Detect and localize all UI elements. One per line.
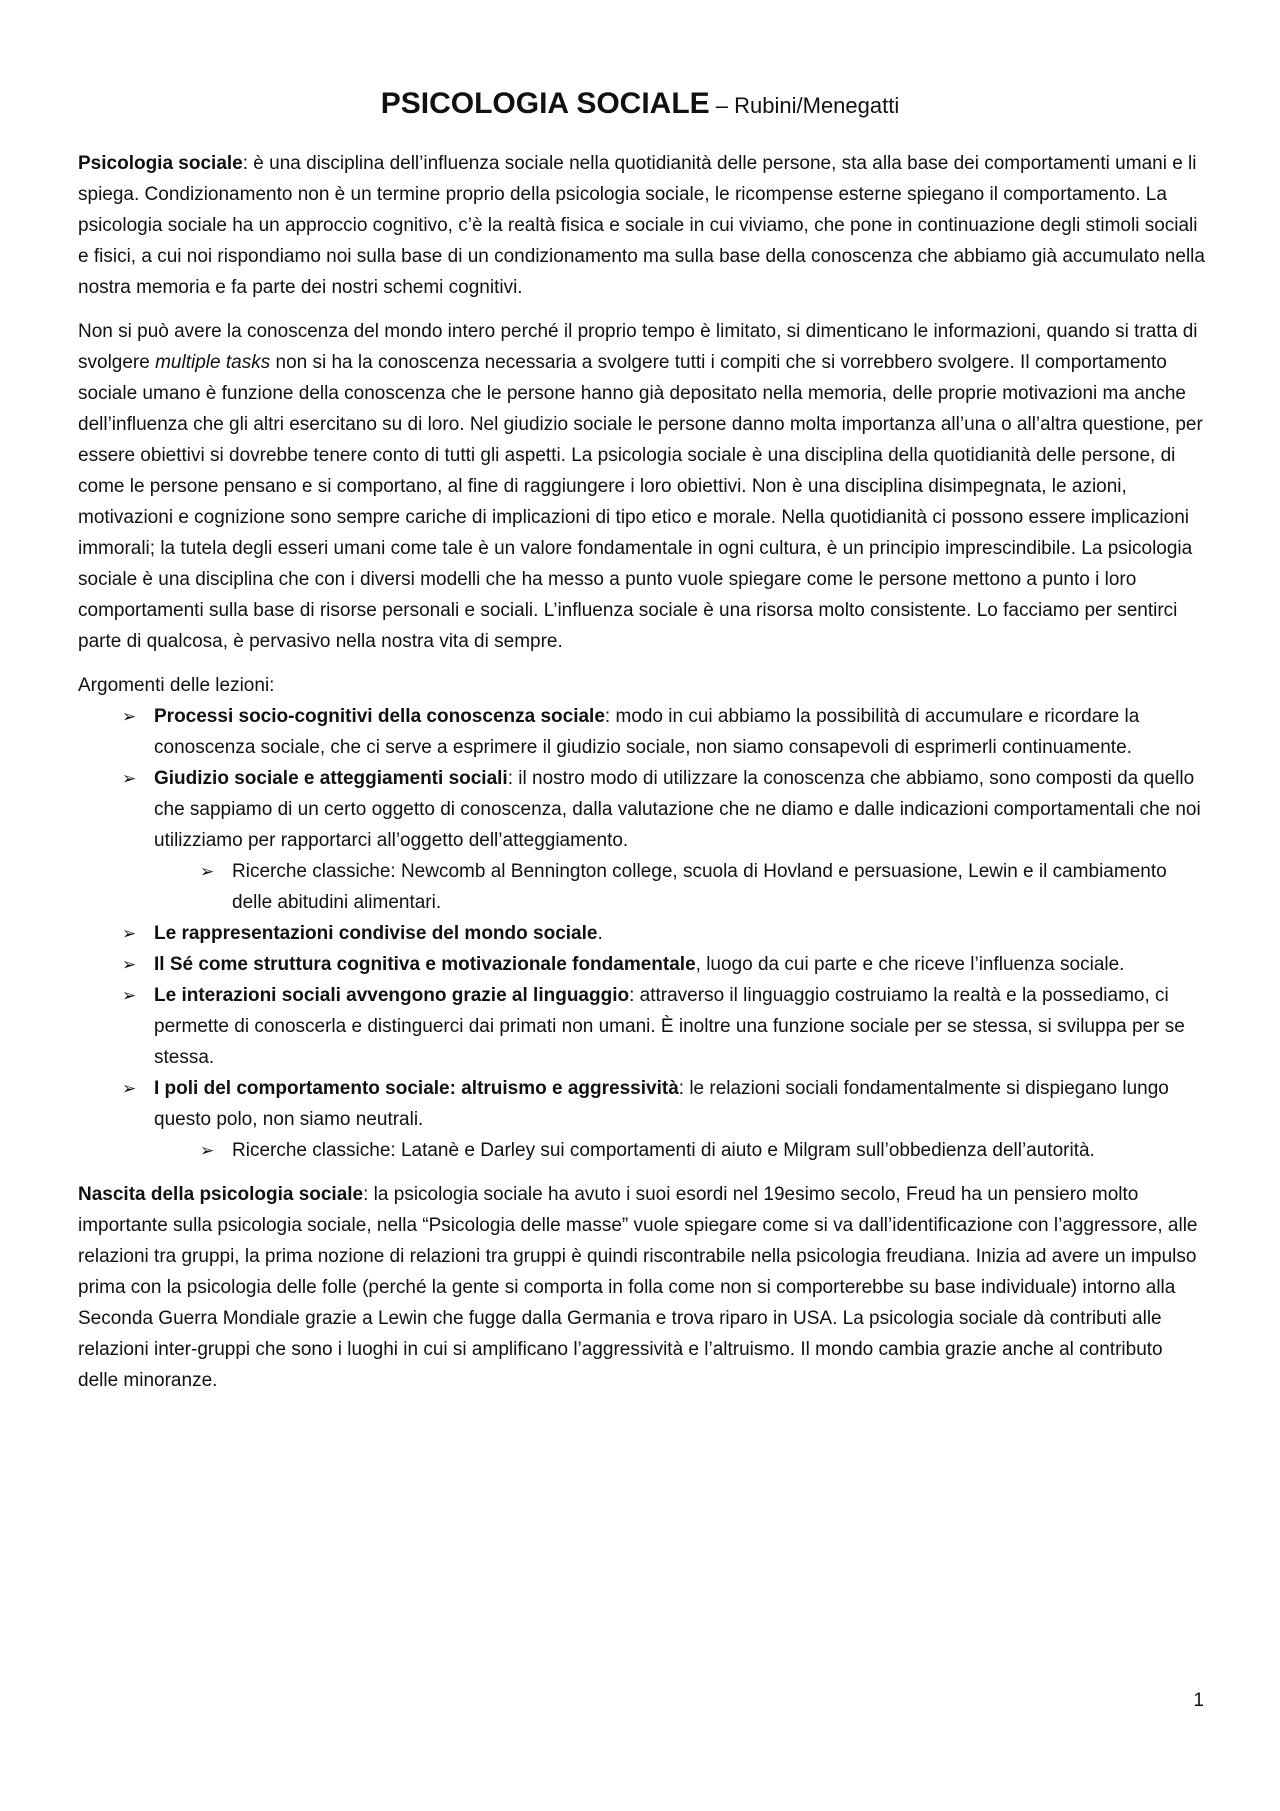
- arrow-bullet-icon: ➢: [122, 769, 137, 788]
- page-title: [0, 84, 1280, 126]
- list-item: [122, 701, 1208, 763]
- list-item: [122, 763, 1208, 918]
- paragraph-text: : è una disciplina dell’influenza sociale nella quotidianità delle persone, sta alla base dei comportamenti umani e li spiega. Condizionamento non è un termine proprio della psicologia sociale, le ricompense esterne spiegano il comportamento. La psicologia sociale ha un approccio cognitivo, c’è la realtà fisica e sociale in cui viviamo, che pone in continuazione degli stimoli sociali e fisici, a cui noi rispondiamo noi sulla base di un condizionamento ma sulla base della conoscenza che abbiamo già accumulato nella nostra memoria e fa parte dei nostri schemi cognitivi.: [78, 153, 1205, 298]
- list-item: [122, 1073, 1208, 1166]
- arrow-bullet-icon: ➢: [122, 986, 137, 1005]
- arrow-bullet-icon: ➢: [122, 707, 137, 726]
- item-title: Le interazioni sociali avvengono grazie al linguaggio: [154, 985, 630, 1006]
- item-text: : modo in cui abbiamo la possibilità di accumulare e ricordare la conoscenza sociale, che ci serve a esprimere il giudizio sociale, non siamo consapevoli di esprimerli continuamente.: [154, 706, 1140, 758]
- item-title: Giudizio sociale e atteggiamenti sociali: [154, 768, 508, 789]
- item-text: : il nostro modo di utilizzare la conoscenza che abbiamo, sono composti da quello che sappiamo di un certo oggetto di conoscenza, dalla valutazione che ne diamo e dalle indicazioni comportamentali che noi utilizziamo per rapportarci all’oggetto dell’atteggiamento.: [154, 768, 1201, 851]
- sub-list-item: [200, 1135, 1208, 1166]
- sub-item-text: Ricerche classiche: Latanè e Darley sui comportamenti di aiuto e Milgram sull’obbedienza dell’autorità.: [232, 1140, 1095, 1161]
- item-text: .: [597, 923, 603, 944]
- paragraph-history: [78, 1179, 1208, 1396]
- list-item: [122, 949, 1208, 980]
- sub-list: [154, 1135, 1208, 1166]
- item-title: Processi socio-cognitivi della conoscenza sociale: [154, 706, 605, 727]
- list-item: [122, 980, 1208, 1073]
- sub-list-item: [200, 856, 1208, 918]
- title-authors: Rubini/Menegatti: [734, 93, 900, 118]
- arrow-bullet-icon: ➢: [200, 862, 215, 881]
- item-title: Le rappresentazioni condivise del mondo sociale: [154, 923, 598, 944]
- item-text: : le relazioni sociali fondamentalmente si dispiegano lungo questo polo, non siamo neutrali.: [154, 1078, 1169, 1130]
- paragraph-text: Non si può avere la conoscenza del mondo intero perché il proprio tempo è limitato, si dimenticano le informazioni, quando si tratta di svolgere: [78, 321, 1198, 373]
- term-psicologia-sociale: Psicologia sociale: [78, 153, 243, 174]
- title-dash: –: [709, 93, 735, 118]
- item-title: Il Sé come struttura cognitiva e motivazionale fondamentale: [154, 954, 696, 975]
- item-text: : attraverso il linguaggio costruiamo la realtà e la possediamo, ci permette di conoscerla e distinguerci dai primati non umani. È inoltre una funzione sociale per se stessa, si sviluppa per se stessa.: [154, 985, 1185, 1068]
- sub-list: [154, 856, 1208, 918]
- title-main: PSICOLOGIA SOCIALE: [380, 87, 710, 120]
- arrow-bullet-icon: ➢: [200, 1141, 215, 1160]
- paragraph-text: non si ha la conoscenza necessaria a svolgere tutti i compiti che si vorrebbero svolgere. Il comportamento sociale umano è funzione della conoscenza che le persone hanno già depositato nella memoria, delle proprie motivazioni ma anche dell’influenza che gli altri esercitano su di loro. Nel giudizio sociale le persone danno molta importanza all’una o all’altra questione, per essere obiettivi si dovrebbe tenere conto di tutti gli aspetti. La psicologia sociale è una disciplina della quotidianità delle persone, di come le persone pensano e si comportano, al fine di raggiungere i loro obiettivi. Non è una disciplina disimpegnata, le azioni, motivazioni e cognizione sono sempre cariche di implicazioni di tipo etico e morale. Nella quotidianità ci possono essere implicazioni immorali; la tutela degli esseri umani come tale è un valore fondamentale in ogni cultura, è un principio imprescindibile. La psicologia sociale è una disciplina che con i diversi modelli che ha messo a punto vuole spiegare come le persone mettono a punto i loro comportamenti sulla base di risorse personali e sociali. L’influenza sociale è una risorsa molto consistente. Lo facciamo per sentirci parte di qualcosa, è pervasivo nella nostra vita di sempre.: [78, 352, 1203, 652]
- item-title: I poli del comportamento sociale: altruismo e aggressività: [154, 1078, 679, 1099]
- arrow-bullet-icon: ➢: [122, 924, 137, 943]
- topics-list: [78, 701, 1208, 1166]
- arrow-bullet-icon: ➢: [122, 955, 137, 974]
- paragraph-knowledge: [78, 316, 1208, 657]
- item-text: , luogo da cui parte e che riceve l’influenza sociale.: [695, 954, 1125, 975]
- document-body: [78, 148, 1208, 1409]
- paragraph-text: : la psicologia sociale ha avuto i suoi esordi nel 19esimo secolo, Freud ha un pensiero molto importante sulla psicologia sociale, nella “Psicologia delle masse” vuole spiegare come si va dall’identificazione con l’aggressore, alle relazioni tra gruppi, la prima nozione di relazioni tra gruppi è quindi riscontrabile nella psicologia freudiana. Inizia ad avere un impulso prima con la psicologia delle folle (perché la gente si comporta in folla come non si comporterebbe su base individuale) intorno alla Seconda Guerra Mondiale grazie a Lewin che fugge dalla Germania e trova riparo in USA. La psicologia sociale dà contributi alle relazioni inter-gruppi che sono i luoghi in cui si amplificano l’aggressività e l’altruismo. Il mondo cambia grazie anche al contributo delle minoranze.: [78, 1184, 1198, 1391]
- sub-item-text: Ricerche classiche: Newcomb al Bennington college, scuola di Hovland e persuasione, Lewin e il cambiamento delle abitudini alimentari.: [232, 861, 1167, 913]
- arrow-bullet-icon: ➢: [122, 1079, 137, 1098]
- page-number: 1: [1193, 1690, 1204, 1711]
- italic-term: multiple tasks: [155, 352, 271, 373]
- paragraph-definition: [78, 148, 1208, 303]
- list-item: [122, 918, 1208, 949]
- list-intro: Argomenti delle lezioni:: [78, 675, 275, 696]
- term-nascita: Nascita della psicologia sociale: [78, 1184, 364, 1205]
